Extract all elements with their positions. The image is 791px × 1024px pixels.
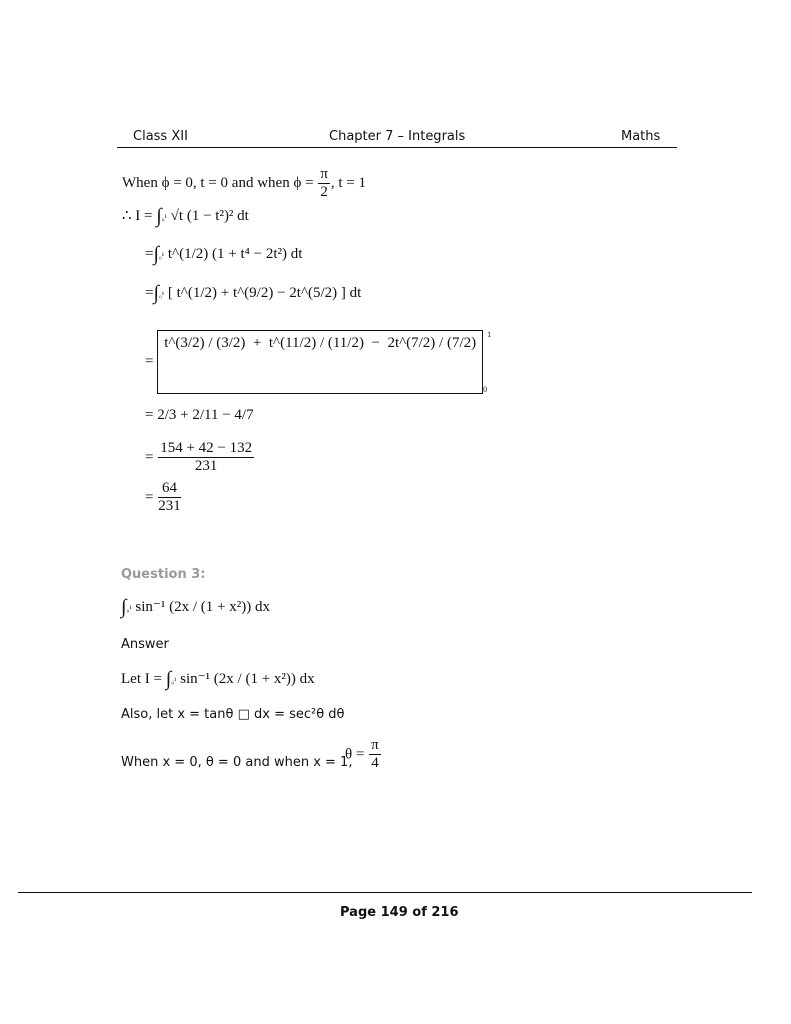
limits-line: When x = 0, θ = 0 and when x = 1, [121, 755, 353, 770]
integral-sign: ∫ [121, 596, 127, 618]
fraction-154 [158, 440, 254, 476]
when-phi-line [122, 166, 366, 202]
frac-den: 231 [194, 458, 218, 475]
term-3: 2t^(7/2) / (7/2) [387, 335, 477, 351]
evaluation-bracket: t^(3/2) / (3/2) + t^(11/2) / (11/2) − 2t^(7/2) / (7/2) [157, 330, 483, 394]
let-text: Let I = [121, 670, 162, 687]
solution-line-2: =∫₀¹ t^(1/2) (1 + t⁴ − 2t²) dt [145, 243, 303, 265]
substitution-line: Also, let x = tanθ □ dx = sec²θ dθ [121, 707, 345, 722]
solution-line-3: =∫₀¹ [ t^(1/2) + t^(9/2) − 2t^(5/2) ] dt [145, 282, 362, 304]
line3-body: [ t^(1/2) + t^(9/2) − 2t^(5/2) ] dt [167, 284, 362, 301]
fraction-64 [158, 480, 181, 516]
line1-lhs: ∴ I = [122, 207, 153, 224]
solution-line-5: = 2/3 + 2/11 − 4/7 [145, 407, 254, 423]
term-2: t^(11/2) / (11/2) [268, 335, 364, 351]
solution-line-4: = t^(3/2) / (3/2) + t^(11/2) / (11/2) − 2t^(7/2) / $(7/2)0^1$ [145, 330, 492, 394]
header-subject: Maths [621, 129, 661, 144]
header-class: Class XII [133, 129, 188, 144]
integral-sign: ∫ [156, 205, 162, 227]
page-number: Page 149 of 216 [340, 905, 459, 920]
frac-den: 4 [371, 755, 379, 772]
question-integral: ∫₀¹ sin⁻¹ (2x / (1 + x²)) dx [121, 596, 270, 618]
frac-den: 2 [320, 184, 328, 201]
frac-num: 64 [158, 480, 181, 498]
solution-line-1: ∴ I = ∫₀¹ √t (1 − t²)² dt [122, 205, 249, 227]
integral-sign: ∫ [165, 668, 172, 690]
frac-num: π [369, 737, 381, 755]
header-chapter: Chapter 7 – Integrals [329, 129, 466, 144]
line2-body: t^(1/2) (1 + t⁴ − 2t²) dt [167, 245, 303, 262]
frac-den: 231 [158, 498, 181, 515]
let-integral: Let I = ∫₀¹ sin⁻¹ (2x / (1 + x²)) dx [121, 668, 315, 690]
line1-body: √t (1 − t²)² dt [170, 207, 249, 224]
question-title: Question 3: [121, 567, 206, 582]
integral-sign: ∫ [153, 243, 159, 265]
theta-text: θ = [345, 746, 365, 763]
footer-rule [18, 892, 752, 893]
theta-value [345, 737, 382, 773]
solution-line-6: = $\frac{154 + 42 - 132}{231}$ [145, 440, 253, 475]
solution-line-7: = $\frac{64}{231}$ [145, 480, 181, 515]
pi-over-2 [318, 166, 330, 202]
pi-over-4 [369, 737, 381, 773]
when-phi-text: When ϕ = 0, t = 0 and when ϕ = [122, 175, 314, 192]
frac-num: 154 + 42 − 132 [158, 440, 254, 458]
question-integral-expr: sin⁻¹ (2x / (1 + x²)) dx [135, 598, 270, 615]
answer-label: Answer [121, 637, 169, 652]
let-integral-expr: sin⁻¹ (2x / (1 + x²)) dx [180, 670, 315, 687]
term-1: t^(3/2) / (3/2) [164, 335, 246, 351]
when-phi-tail: , t = 1 [330, 175, 367, 192]
header-rule [117, 147, 677, 148]
integral-sign: ∫ [153, 282, 159, 304]
frac-num: π [318, 166, 330, 184]
